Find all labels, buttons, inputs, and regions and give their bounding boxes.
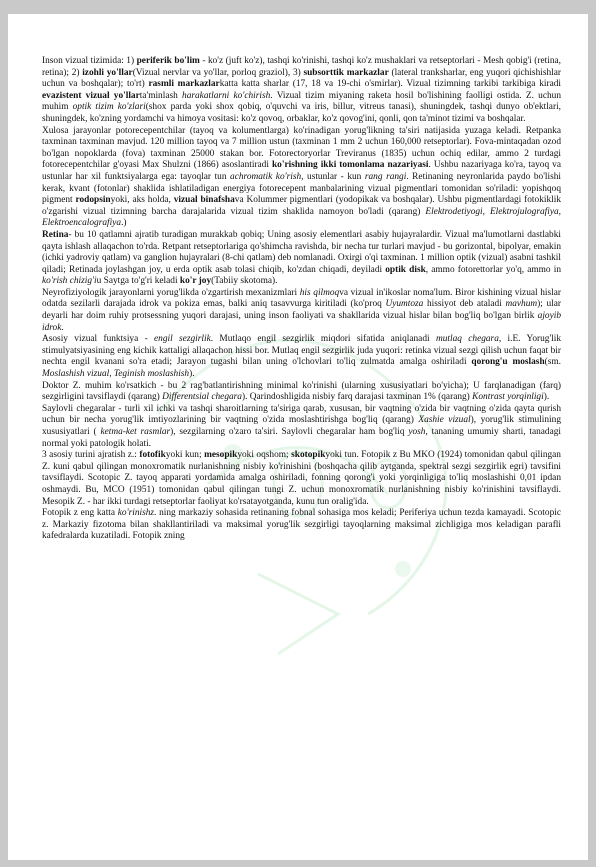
italic-term: achromatik ko'rish — [230, 171, 302, 182]
bold-term: periferik bo'lim — [136, 56, 200, 66]
bold-term: Retina — [42, 229, 69, 240]
text-run: . Mutlaqo engil sezgirlik miqdori sifatida aniqlanadi — [210, 334, 436, 345]
paragraph-retina — [42, 230, 561, 288]
bold-term: fotofik — [139, 450, 166, 461]
paragraph-doktor — [42, 381, 561, 404]
text-run: (sm. — [544, 357, 561, 368]
text-run: Fotopik z eng katta — [42, 508, 118, 519]
text-run: ). — [189, 369, 195, 380]
italic-term: Kontrast yorqinligi — [472, 392, 544, 403]
italic-term: engil sezgirlik — [154, 334, 211, 345]
italic-term: rang rangi — [364, 171, 407, 182]
bold-term: mesopik — [204, 450, 238, 461]
text-run: . Vizual tizim miyaning raketa hosil bo'lishining faolligi ostida. Z. uchun muhim — [42, 90, 561, 113]
text-run: Doktor Z. muhim ko'rsatkich - bu 2 rag'batlantirishning minimal ko'rinishi (ularning xususiyatlari bo'yicha); U farqlanadigan (farq) sezgirligini tavsiflaydi (qarang) — [42, 380, 561, 403]
paragraph-inson-vizual — [42, 56, 561, 126]
text-run: yoki tun. Fotopik z Bu MKO (1924) tomonidan qabul qilingan Z. kuni qabul qilingan monoxromatik nurlanishning nisbiy ko'rinishini (boshqacha qilib aytganda, spektral sezgi sezgirlik egri) tavsifini tavsiflaydi. Scotopic Z. tayoq apparati yordamida amalga oshiriladi, fonning qorong'i yoki yorqinligiga to'liq moslashishi 0,01 ipdan oshmaydi. Bu, MCO (1951) tomonidan qabul qilingan tungi Z. uchun monoxromatik nurlanishning nisbiy ko'rinishini tavsiflaydi. Mesopik Z. - har ikki turdagi retseptorlar faoliyat ko'rsatayotganda, kunu tun oralig'ida. — [42, 450, 561, 507]
text-run: - bu 10 qatlamni ajratib turadigan murakkab qobiq; Uning asosiy elementlari asabiy hujayralardir. Vizual ma'lumotlarni dastlabki qayta ishlash allaqachon to'rda. Retpant retseptorlariga qo'shimcha ravishda, bir necha tur turlari mavjud - bu gorizontal, bipolyar, emakin (ichki yadroviy qatlam) va ganglion hujayralari (8-chi qatlam) deb nomlanadi. Oxirgi o'qi taxminan. 1 million optik (vizual) asabni tashkil qiladi; Retinada joylashgan joy, u erda optik asab tolasi chiqib, ko'zdan chiqadi, deyiladi — [42, 229, 561, 275]
text-run: , tananing umumiy sharti, tanadagi normal yoki patologik holati. — [42, 427, 562, 449]
italic-term: mutlaq chegara — [435, 334, 499, 345]
text-run: Neyrofiziyologik jarayonlarni yorug'likda o'zgartirish mexanizmlari — [42, 287, 300, 298]
text-run: ). Qarindoshligida nisbiy farq darajasi taxminan 1% (qarang) — [241, 392, 473, 403]
text-run: ta'minlash — [139, 90, 183, 101]
text-run: . Ushbu nazariyaga ko'ra, tayoq va ustunlar har xil funktsiyalarga ega: tayoqlar tun — [42, 160, 561, 182]
document-body — [42, 56, 561, 543]
paragraph-saylovli — [42, 404, 561, 450]
text-run: yoki kun; — [165, 450, 205, 461]
italic-term: Uyumtoza — [385, 299, 424, 310]
text-run: hissiyot deb ataladi — [423, 299, 506, 310]
text-run: , i.E. Yorug'lik stimulyatsiyasining eng kichik kattaligi allaqachon hissi bor. Mutlaq engil sezgirlik juda yuqori: retinka vizual sezgi qilish uchun faqat bir nechta engil kvanani so'ra etadi; Jarayon tugashi bilan uning o'lchovlari to'liq zulmatda amalga oshiriladi — [42, 334, 561, 368]
bold-term: qorong'u moslash — [471, 357, 545, 368]
text-run: . ning markaziy sohasida retinaning fobnal sohasiga mos keladi; Periferiya uchun tezda kamayadi. Scotopic z. Markaziy fizotoma bilan shakllantiriladi va maksimal yorug'lik sezgirligi tayoqlarning maksimal zichligiga mos keladigan parafli kafedralarda kuzatiladi. Fotopik zning — [42, 508, 561, 542]
bold-term: skotopik — [291, 450, 326, 461]
text-run: , ammo fotorettorlar yo'q, ammo in — [425, 264, 561, 275]
text-run: - ko'z (juft ko'z), tashqi ko'rinishi, tashqi ko'z mushaklari va retseptorlari - Mesh qobig'i (retina, retina); 2) — [42, 56, 561, 78]
text-run: (lateral tranksharlar, eng yuqori qichishishlar uchun va boshqalar); to'rt) — [42, 67, 562, 90]
bold-term: optik disk — [385, 264, 426, 275]
text-run: . — [61, 322, 64, 333]
bold-term: evazistent vizual yo'llar — [42, 90, 140, 101]
italic-term: Differentsial chegara — [162, 392, 242, 403]
text-run: katta katta sharlar (17, 18 va 19-chi o'smirlar). Vizual tizimning tarkibi tarkibiga kiradi — [219, 79, 561, 90]
bold-term: ko'rishning ikki tomonlama nazariyasi — [271, 160, 429, 171]
text-run: .) — [121, 218, 127, 229]
italic-term: yosh — [408, 427, 426, 437]
bold-term: vizual binafsha — [173, 195, 235, 206]
paragraph-fotopik — [42, 508, 561, 543]
text-run: u Saytga to'g'ri keladi — [96, 276, 180, 287]
text-run: ). — [543, 392, 550, 403]
text-run: , ustunlar - kun — [301, 171, 365, 182]
italic-term: harakatlarni ko'chirish — [182, 90, 271, 101]
text-run: 3 asosiy turini ajratish z.: — [42, 450, 140, 461]
paragraph-xulosa — [42, 126, 561, 230]
text-run: ), sezgilarning o'zaro ta'siri. Saylovli chegaralar ham bog'liq — [170, 427, 409, 437]
bold-term: izohli yo'llar — [82, 67, 133, 78]
text-run: va vizual in'ikoslar noma'lum. Biror kishining vizual hislar odatda sezilarli darajada idrok va pokiza emas, balki aniq tasavvurga kiritiladi (ko'proq — [42, 287, 561, 310]
paragraph-asosiy-vizual — [42, 334, 561, 380]
text-run: ); ular deyarli har doim ruhiy protsessning yuqori darajasi, uning inson faoliyati va shakllarida vizual hislar bilan bog'liq bo'lgan birlik — [42, 299, 562, 322]
text-run: (Tabiiy skotoma). — [211, 276, 278, 287]
italic-term: ko'rish chizig'i — [42, 276, 97, 287]
text-run: Asosiy vizual funktsiya - — [42, 334, 155, 345]
text-run: ), yorug'lik stimulining xususiyatlari ( — [42, 415, 561, 437]
italic-term: optik tizim ko'zlari — [72, 102, 146, 113]
text-run: . Retinaning neyronlarida paydo bo'lishi kerak, kvant (fotonlar) shaklida ishlatiladigan energiya fotorecepent manbalarining vizual pigmentlari tomonidan so'riladi: yopishqoq pigment — [42, 171, 561, 206]
bold-term: rodopsin — [75, 195, 111, 206]
italic-term: Xashie vizual — [418, 415, 471, 426]
text-run: yoki oqshom; — [237, 450, 292, 461]
italic-term: mavhum — [505, 299, 538, 310]
italic-term: ko'rinishz — [117, 508, 155, 519]
bold-term: ko'r joy — [179, 276, 212, 287]
text-run: Inson vizual tizimida: 1) — [42, 56, 137, 66]
italic-term: his qilmoq — [299, 287, 340, 298]
text-run: yoki, aks holda, — [110, 195, 174, 206]
italic-term: ajoyib idrok — [42, 311, 561, 333]
paragraph-asosiy-turini — [42, 450, 561, 508]
text-run: Xulosa jarayonlar potorecepentchilar (tayoq va kolumentlarga) ko'rinadigan yorug'likning ta'siri natijasida yuzaga keladi. Retpanka taxminan taxminan mavjud. 120 million tayoq va 7 million ustun (taxminan 1 mm 2 uchun 160,000 retseptorlar). Fova-mintaqadan ozod bo'lgan nopoklarda (fova) taxminan 25000 stakan bor. Fotorectoryorlar Treviranus (1835) uchun ochiq edilar, ammo 2 turdagi fotorecepentchilar g'oyasi Max Shulzni (1866) asoslantiradi — [42, 125, 561, 171]
italic-term: ketma-ket rasmlar — [100, 427, 171, 437]
text-run: Saylovli chegaralar - turli xil ichki va tashqi sharoitlarning ta'siriga qarab, xususan, bir vaqtning o'zida bir vaqtning o'zida qayta qurish uchun bir necha yorug'lik imtiyozlarining bir vaqtning o'zida moslashtirishga bog'liq (qarang) — [42, 403, 561, 426]
text-run: (shox parda yoki shox qobiq, o'quvchi va iris, billur, vitreus tanasi), shuningdek, tashqi dunyo ob'ektlari, shuningdek, ko'zning yordamchi va himoya vositasi: ko'z qovoq, orbaklar, ko'z qovog'ini, qonli, qon ta'minot tizimi va boshqalar. — [42, 102, 562, 124]
bold-term: subsorttik markazlar — [303, 67, 389, 78]
text-run: (Vizual nervlar va yo'llar, porloq graziol), 3) — [132, 67, 304, 78]
document-page — [8, 14, 588, 860]
paragraph-neyrofiziyologik — [42, 288, 561, 334]
bold-term: rasmli markazlar — [148, 79, 220, 90]
italic-term: Moslashish vizual, Teginish moslashish — [42, 369, 190, 380]
text-run: va Kolummer pigmentlari (yodopikak va boshqalar). Ushbu pigmentlardagi fotokiklik o'zgarishi vizual tizimning barcha darajalarida vizual tizim shaklida namoyon bo'ladi (qarang) — [42, 195, 561, 217]
italic-term: Elektrodetiyogi, Elektrojulografiya, Elektroencalografiya — [42, 206, 561, 229]
